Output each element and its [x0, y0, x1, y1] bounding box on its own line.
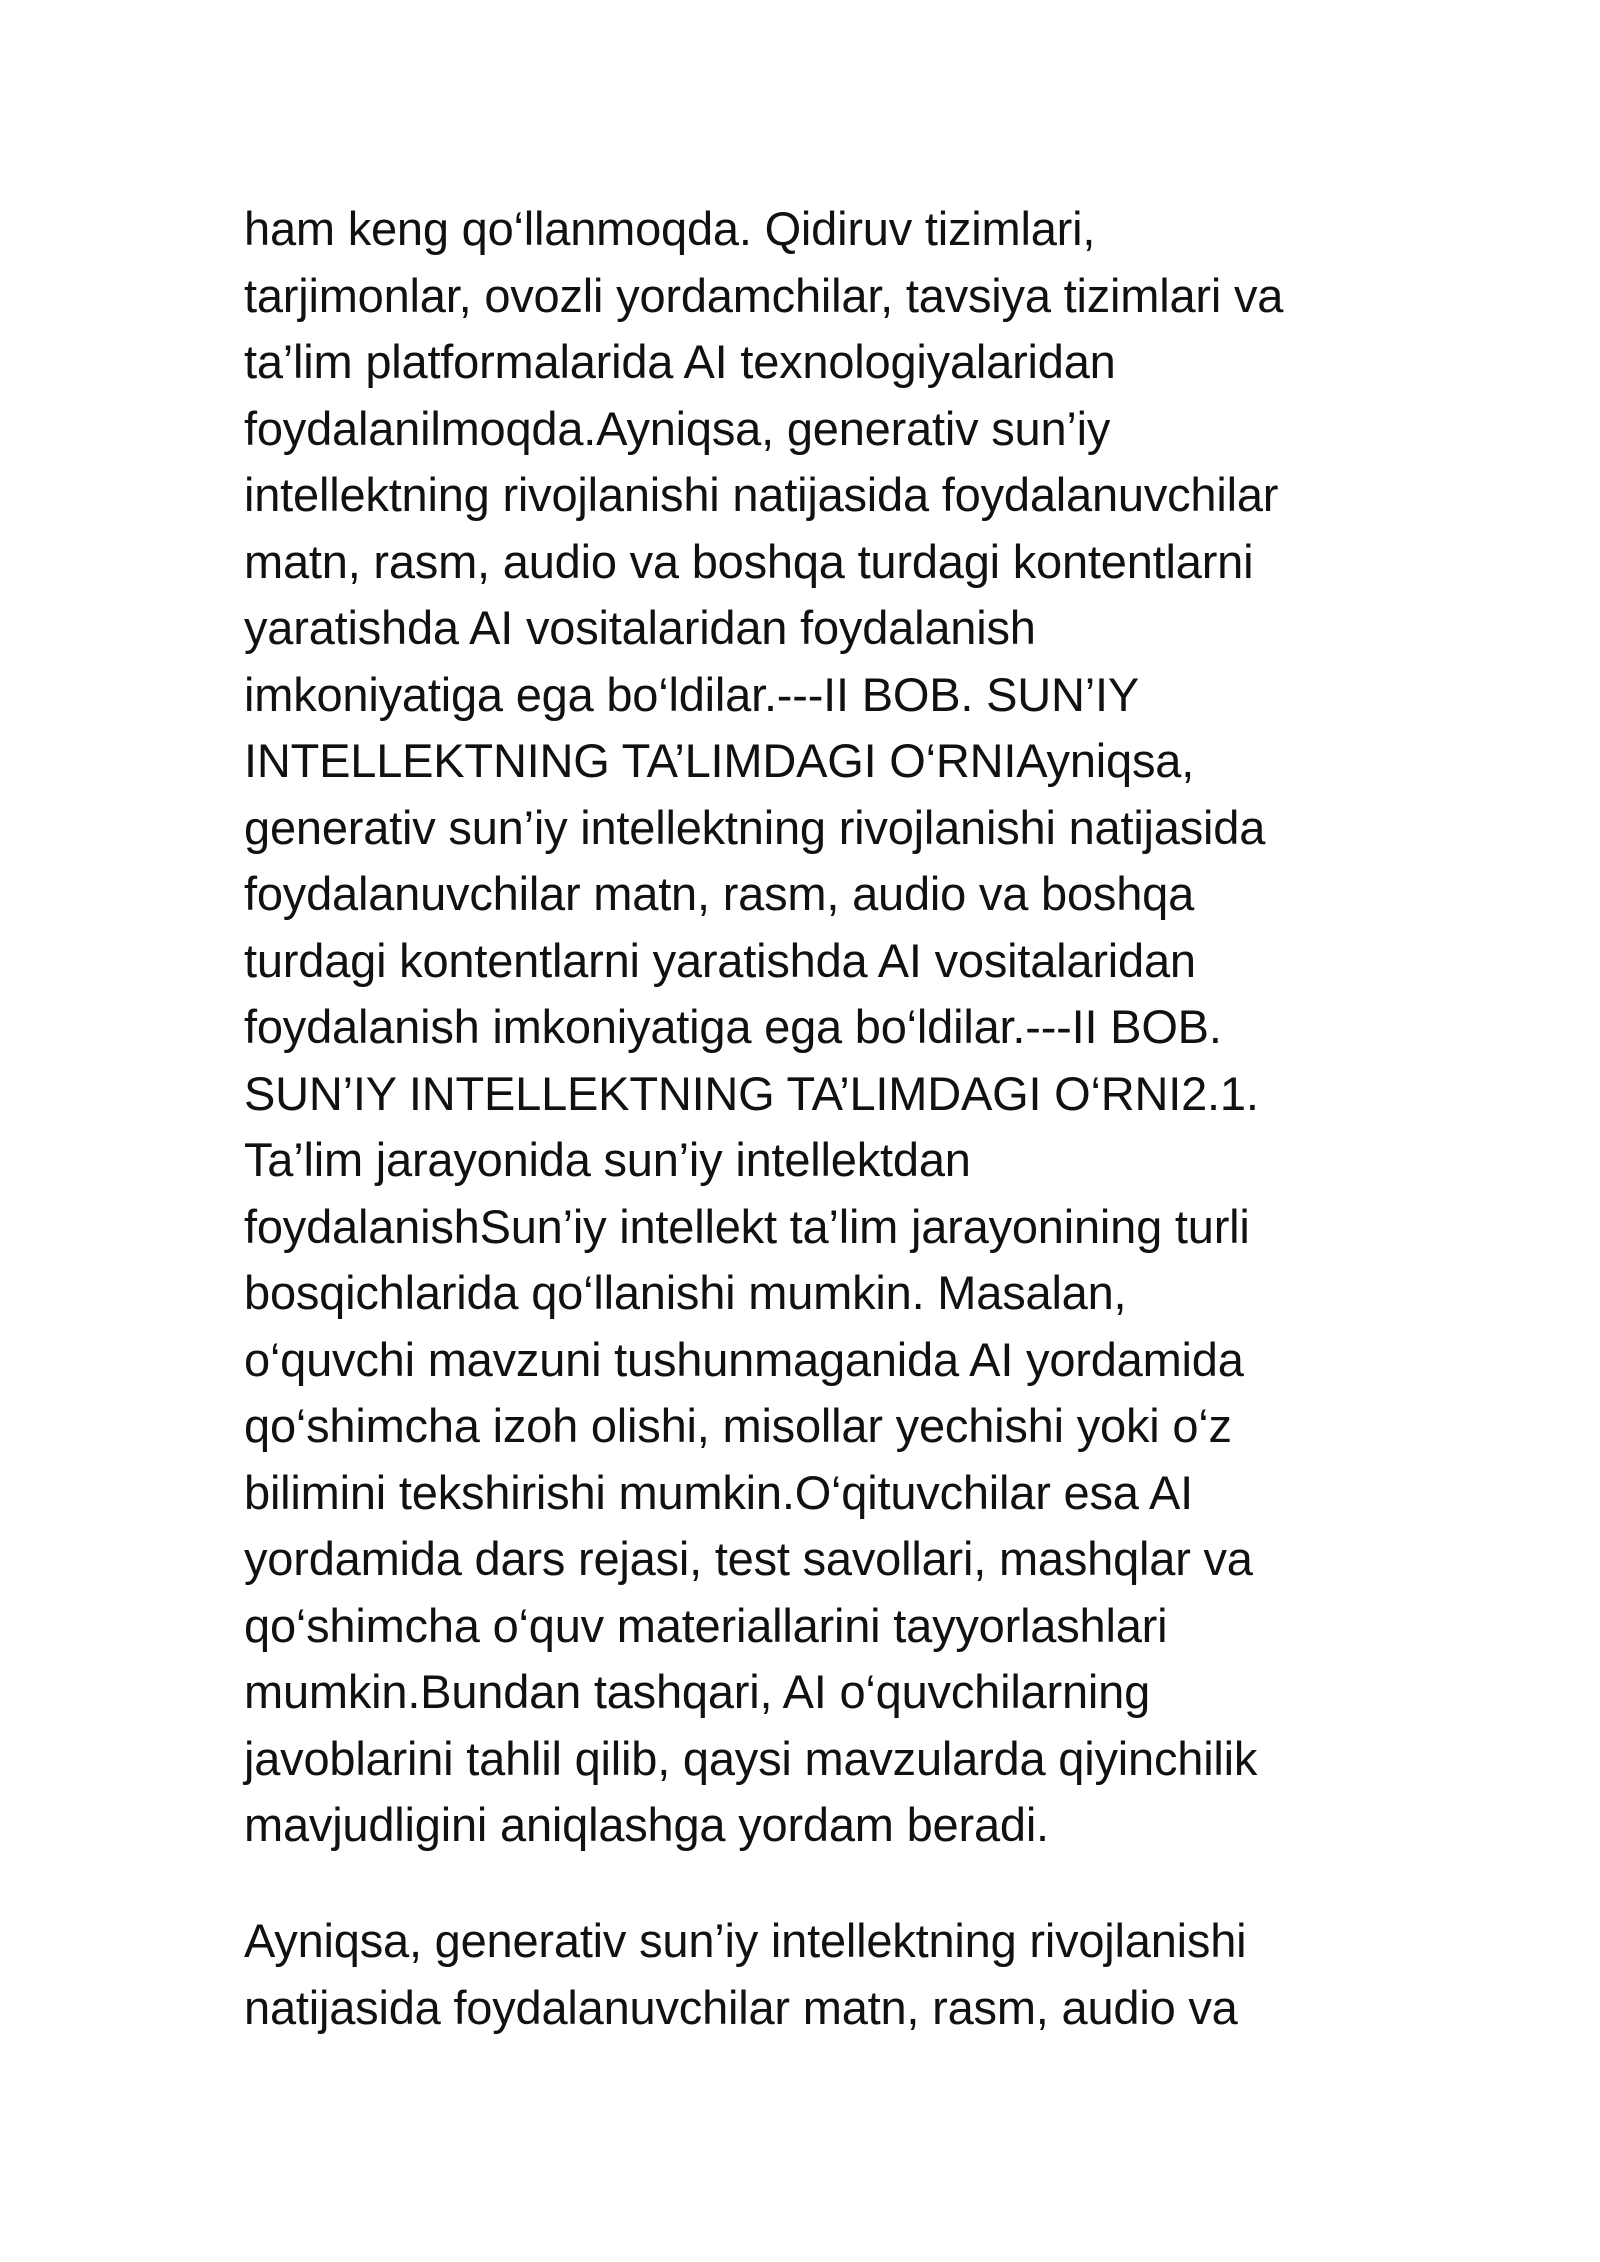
text-line: yaratishda AI vositalaridan foydalanish [244, 601, 1036, 654]
text-line: foydalanish imkoniyatiga ega bo‘ldilar.---II BOB. [244, 1000, 1222, 1053]
text-line: ta’lim platformalarida AI texnologiyalaridan [244, 335, 1116, 388]
text-line: turdagi kontentlarni yaratishda AI vositalaridan [244, 933, 1196, 987]
text-line: tarjimonlar, ovozli yordamchilar, tavsiya tizimlari va [244, 268, 1284, 322]
text-line: Ayniqsa, generativ sun’iy intellektning rivojlanishi [244, 1914, 1247, 1967]
text-line: intellektning rivojlanishi natijasida foydalanuvchilar [244, 468, 1279, 521]
text-line: imkoniyatiga ega bo‘ldilar.---II BOB. SUN’IY [244, 667, 1139, 721]
text-line: natijasida foydalanuvchilar matn, rasm, audio va [244, 1980, 1238, 2034]
text-line: o‘quvchi mavzuni tushunmaganida AI yordamida [244, 1332, 1244, 1386]
text-line: mumkin.Bundan tashqari, AI o‘quvchilarning [244, 1665, 1151, 1718]
text-line: foydalanilmoqda.Ayniqsa, generativ sun’iy [244, 401, 1111, 455]
paragraph [244, 1908, 1384, 2041]
text-line: bosqichlarida qo‘llanishi mumkin. Masalan, [244, 1266, 1127, 1319]
text-line: Ta’lim jarayonida sun’iy intellektdan [244, 1133, 971, 1186]
text-line: generativ sun’iy intellektning rivojlanishi natijasida [244, 800, 1266, 854]
text-line: qo‘shimcha o‘quv materiallarini tayyorlashlari [244, 1598, 1168, 1652]
text-line: mavjudligini aniqlashga yordam beradi. [244, 1798, 1049, 1851]
text-line: INTELLEKTNING TA’LIMDAGI O‘RNIAyniqsa, [244, 734, 1195, 787]
paragraph [244, 196, 1384, 1859]
text-line: foydalanishSun’iy intellekt ta’lim jarayonining turli [244, 1199, 1250, 1253]
text-line: javoblarini tahlil qilib, qaysi mavzularda qiyinchilik [244, 1731, 1258, 1785]
text-line: matn, rasm, audio va boshqa turdagi kontentlarni [244, 534, 1254, 588]
text-line: qo‘shimcha izoh olishi, misollar yechishi yoki o‘z [244, 1399, 1232, 1452]
text-line: bilimini tekshirishi mumkin.O‘qituvchilar esa AI [244, 1465, 1193, 1519]
text-line: yordamida dars rejasi, test savollari, mashqlar va [244, 1532, 1253, 1585]
text-line: foydalanuvchilar matn, rasm, audio va boshqa [244, 867, 1195, 920]
text-line: SUN’IY INTELLEKTNING TA’LIMDAGI O‘RNI2.1. [244, 1066, 1259, 1120]
text-line: ham keng qo‘llanmoqda. Qidiruv tizimlari, [244, 202, 1096, 255]
